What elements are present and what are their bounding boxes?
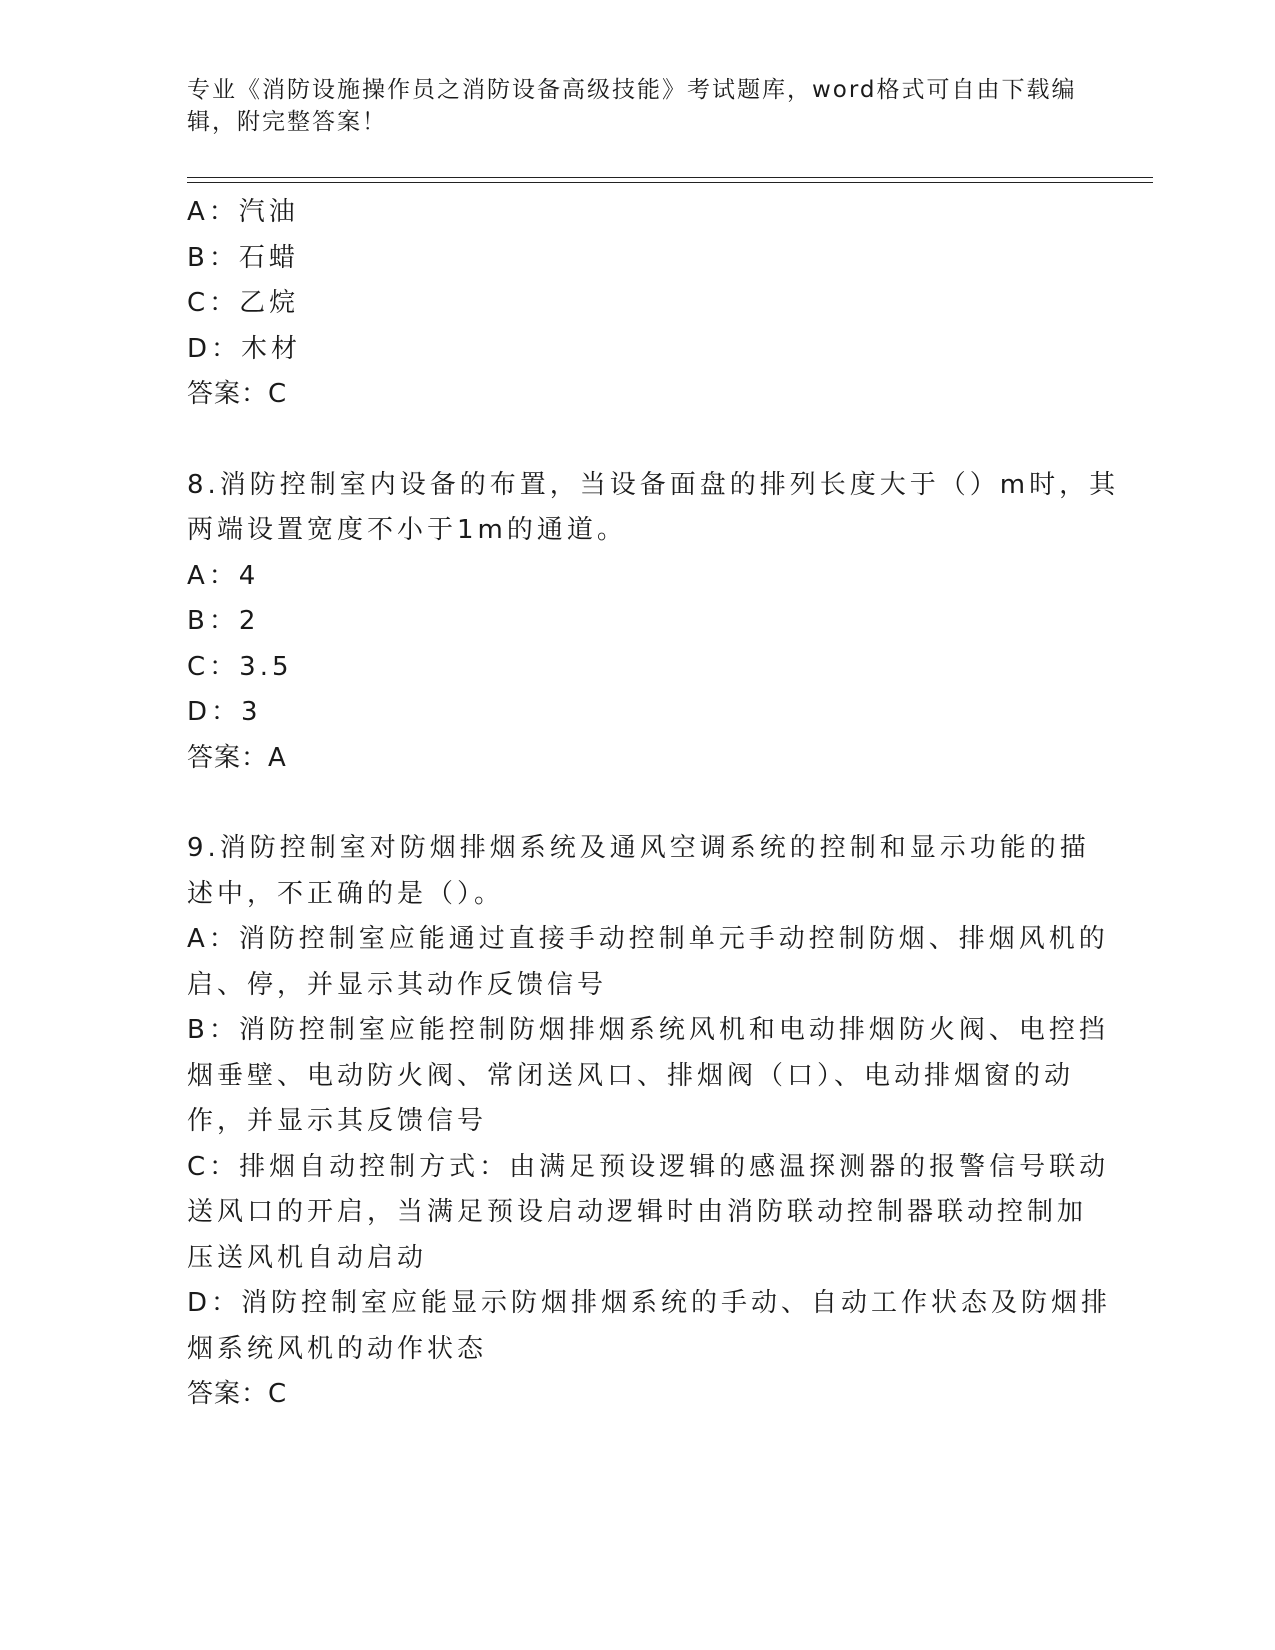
question-body bbox=[187, 190, 1120, 1418]
question-9-stem-line-2: 述中，不正确的是（）。 bbox=[187, 878, 505, 909]
option-d-line-2: 烟系统风机的动作状态 bbox=[187, 1333, 488, 1364]
option-a-line-1: A：消防控制室应能通过直接手动控制单元手动控制防烟、排烟风机的 bbox=[187, 924, 1109, 954]
option-a: A：汽油 bbox=[187, 197, 299, 227]
question-9 bbox=[187, 826, 1112, 1418]
question-9-stem-line-1: 9.消防控制室对防烟排烟系统及通风空调系统的控制和显示功能的描 bbox=[187, 833, 1090, 863]
option-d-line-1: D：消防控制室应能显示防烟排烟系统的手动、自动工作状态及防烟排 bbox=[187, 1288, 1112, 1318]
page-header bbox=[187, 74, 1087, 138]
option-b: B：石蜡 bbox=[187, 242, 299, 273]
spacer bbox=[187, 781, 1087, 826]
answer-q9: 答案：C bbox=[187, 1379, 288, 1409]
option-b-line-2: 烟垂壁、电动防火阀、常闭送风口、排烟阀（口）、电动排烟窗的动 bbox=[187, 1060, 1075, 1091]
answer-q7: 答案：C bbox=[187, 379, 288, 409]
answer-q8: 答案：A bbox=[187, 742, 287, 773]
option-d: D：3 bbox=[187, 697, 262, 727]
question-8 bbox=[187, 463, 1120, 782]
option-a-line-2: 启、停，并显示其动作反馈信号 bbox=[187, 969, 608, 1000]
option-d: D：木材 bbox=[187, 333, 302, 364]
option-b: B：2 bbox=[187, 606, 260, 636]
option-c-line-2: 送风口的开启，当满足预设启动逻辑时由消防联动控制器联动控制加 bbox=[187, 1197, 1088, 1227]
question-7-options bbox=[187, 190, 1087, 418]
header-line-1: 专业《消防设施操作员之消防设备高级技能》考试题库，word格式可自由下载编 bbox=[187, 77, 1077, 103]
option-c: C：乙烷 bbox=[187, 288, 300, 318]
question-8-stem-line-2: 两端设置宽度不小于1m的通道。 bbox=[187, 515, 627, 545]
option-a: A：4 bbox=[187, 560, 260, 591]
option-b-line-1: B：消防控制室应能控制防烟排烟系统风机和电动排烟防火阀、电控挡 bbox=[187, 1015, 1109, 1045]
option-b-line-3: 作，并显示其反馈信号 bbox=[187, 1106, 488, 1136]
spacer bbox=[187, 418, 1087, 463]
question-8-stem-line-1: 8.消防控制室内设备的布置，当设备面盘的排列长度大于（）m时，其 bbox=[187, 469, 1120, 500]
option-c-line-1: C：排烟自动控制方式：由满足预设逻辑的感温探测器的报警信号联动 bbox=[187, 1151, 1110, 1182]
header-line-2: 辑，附完整答案！ bbox=[187, 109, 387, 135]
header-divider-bottom bbox=[187, 182, 1153, 183]
option-c-line-3: 压送风机自动启动 bbox=[187, 1242, 428, 1273]
option-c: C：3.5 bbox=[187, 651, 293, 682]
header-divider-top bbox=[187, 177, 1153, 178]
